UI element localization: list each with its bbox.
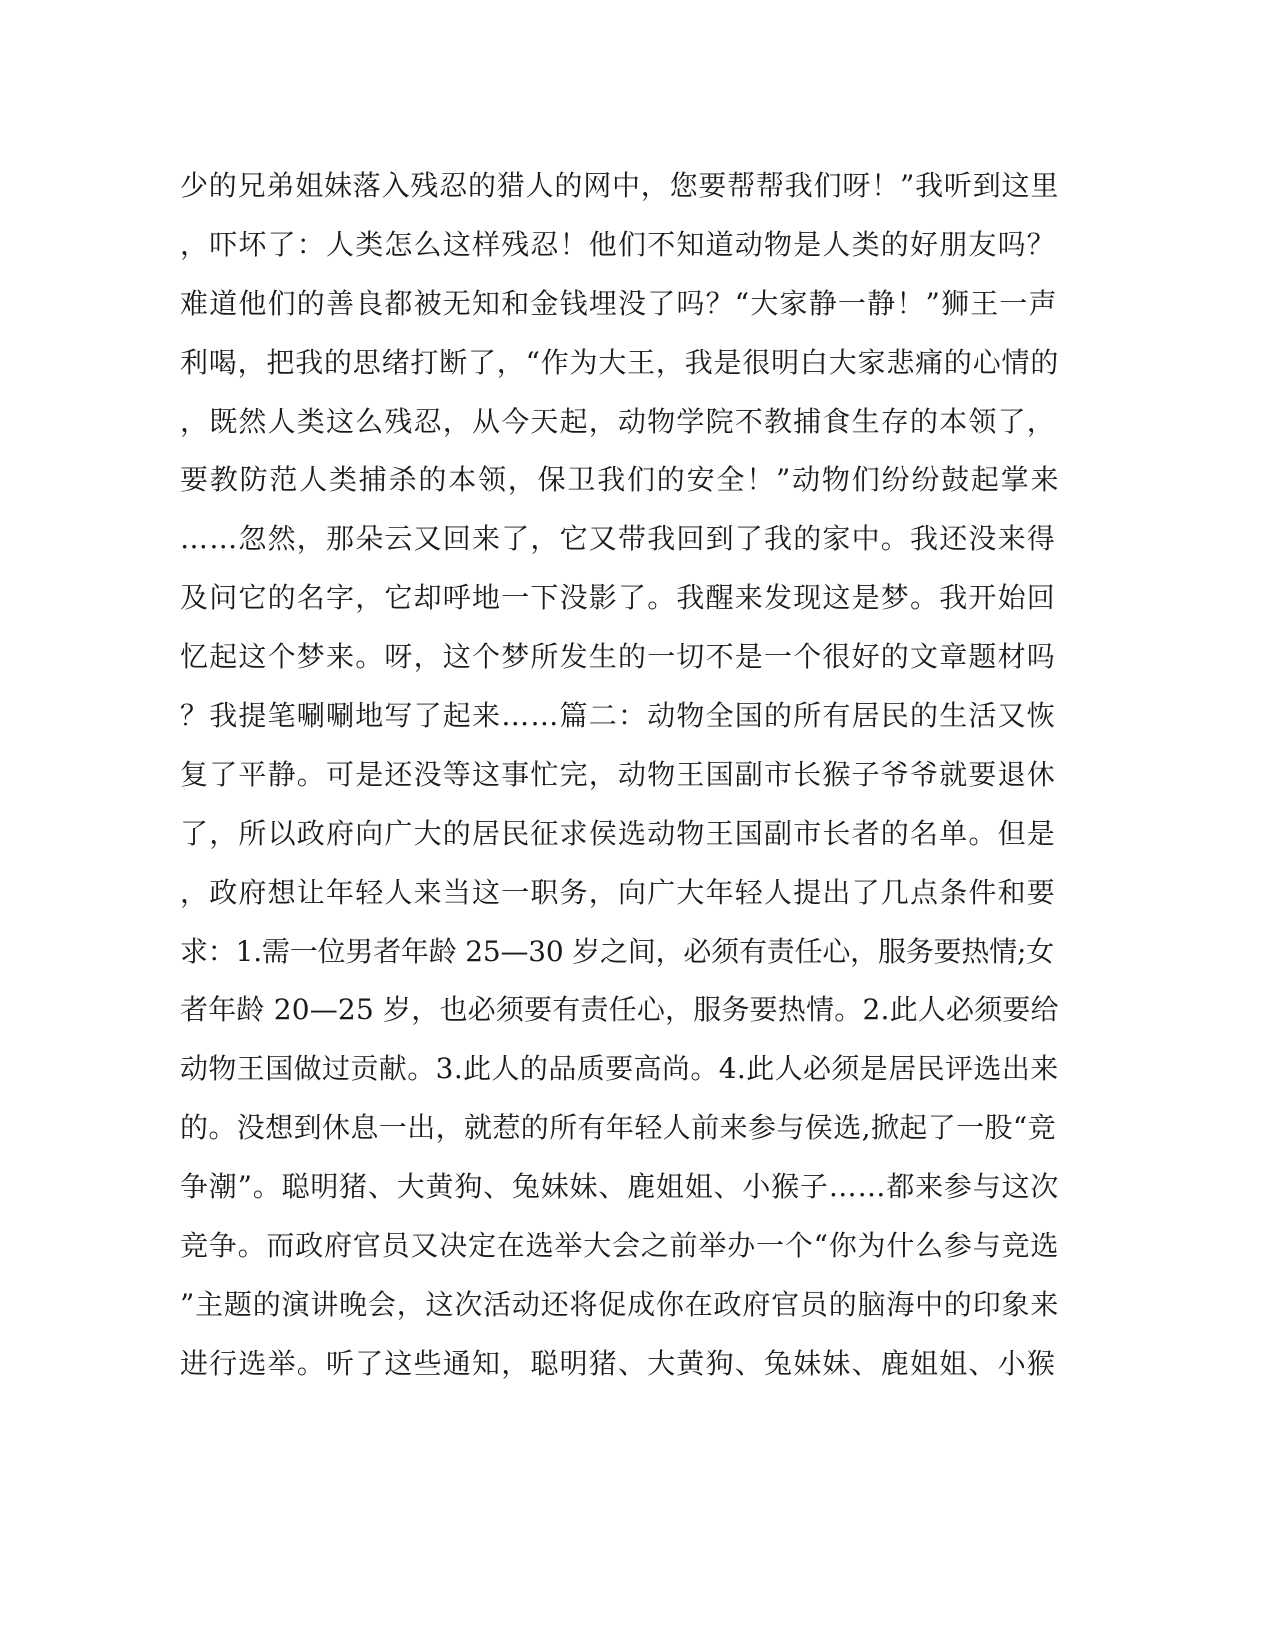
text-line: 动物王国做过贡献。3.此人的品质要高尚。4.此人必须是居民评选出来 [180, 1052, 1059, 1086]
text-line: 竞争。而政府官员又决定在选举大会之前举办一个“你为什么参与竞选 [180, 1229, 1060, 1263]
text-line: ……忽然，那朵云又回来了，它又带我回到了我的家中。我还没来得 [180, 522, 1057, 556]
text-line: 进行选举。听了这些通知，聪明猪、大黄狗、兔妹妹、鹿姐姐、小猴 [180, 1346, 1057, 1380]
body-text [180, 157, 1060, 1394]
text-line: 忆起这个梦来。呀，这个梦所发生的一切不是一个很好的文章题材吗 [180, 640, 1057, 674]
text-line: 者年龄 20—25 岁，也必须要有责任心，服务要热情。2.此人必须要给 [180, 993, 1059, 1027]
text-line: 复了平静。可是还没等这事忙完，动物王国副市长猴子爷爷就要退休 [180, 757, 1057, 791]
text-line: ，既然人类这么残忍，从今天起，动物学院不教捕食生存的本领了， [180, 404, 1057, 438]
text-line: ”主题的演讲晚会，这次活动还将促成你在政府官员的脑海中的印象来 [180, 1287, 1060, 1321]
text-line: 的。没想到休息一出，就惹的所有年轻人前来参与侯选,掀起了一股“竞 [180, 1111, 1057, 1145]
text-line: ，吓坏了：人类怎么这样残忍！他们不知道动物是人类的好朋友吗？ [180, 227, 1057, 261]
text-line: 求：1.需一位男者年龄 25—30 岁之间，必须有责任心，服务要热情;女 [180, 934, 1055, 968]
text-line: 少的兄弟姐妹落入残忍的猎人的网中，您要帮帮我们呀！”我听到这里 [180, 169, 1060, 202]
text-line: 争潮”。聪明猪、大黄狗、兔妹妹、鹿姐姐、小猴子……都来参与这次 [180, 1170, 1060, 1204]
text-line: ，政府想让年轻人来当这一职务，向广大年轻人提出了几点条件和要 [180, 875, 1057, 909]
text-line: ？我提笔唰唰地写了起来……篇二：动物全国的所有居民的生活又恢 [180, 699, 1057, 733]
text-line: 难道他们的善良都被无知和金钱埋没了吗？“大家静一静！”狮王一声 [180, 286, 1058, 320]
text-line: 了，所以政府向广大的居民征求侯选动物王国副市长者的名单。但是 [180, 816, 1057, 850]
text-line: 要教防范人类捕杀的本领，保卫我们的安全！”动物们纷纷鼓起掌来 [180, 463, 1061, 497]
text-line: 利喝，把我的思绪打断了，“作为大王，我是很明白大家悲痛的心情的 [180, 345, 1060, 379]
text-line: 及问它的名字，它却呼地一下没影了。我醒来发现这是梦。我开始回 [180, 581, 1057, 615]
